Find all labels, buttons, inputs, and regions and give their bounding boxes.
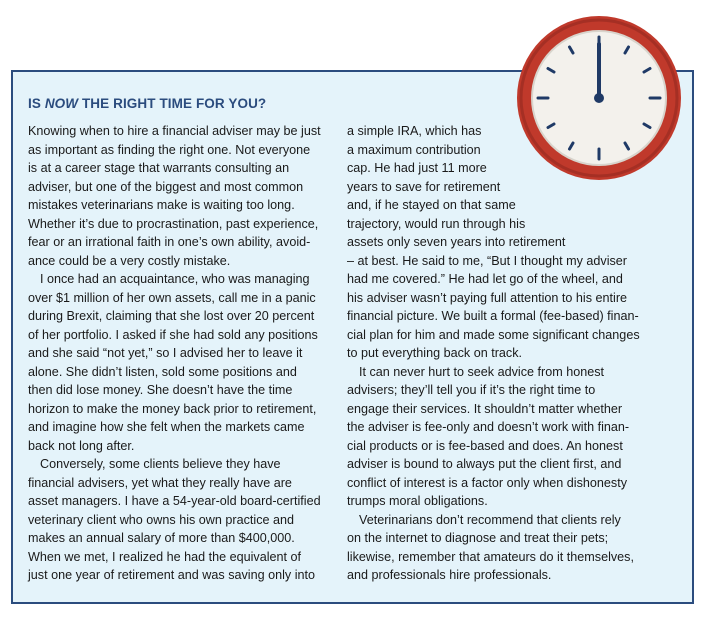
paragraph: It can never hurt to seek advice from honest advisers; they’ll tell you if it’s the right time to engage their services. It shouldn’t matter whether the adviser is fee-only and doesn’t work with finan- cial products or is fee-based and does. An honest adviser is bound to always put the client first, and conflict of interest is a factor only when dishonesty trumps moral obligations. — [347, 364, 630, 508]
paragraph: a simple IRA, which has a maximum contribution cap. He had just 11 more years to save for retirement and, if he stayed on that same trajectory, would run through his assets only seven years into retirement – at best. He said to me, “But I thought my adviser had me covered.” He had let go of the wheel, and his adviser wasn’t paying full attention to his entire financial picture. We built a formal (fee-based) finan- cial plan for him and made some significant changes to put everything back on track. — [347, 124, 640, 360]
sidebar-title — [28, 96, 266, 111]
title-prefix: IS — [28, 96, 45, 111]
paragraph: Conversely, some clients believe they have financial advisers, yet what they really have are asset managers. I have a 54-year-old board-certified veterinary client who owns his own practice and makes an annual salary of more than $400,000. When we met, I realized he had the equivalent of just one year of retirement and was saving only into — [28, 457, 321, 582]
title-suffix: THE RIGHT TIME FOR YOU? — [78, 96, 267, 111]
clock-center-pin — [594, 93, 604, 103]
paragraph: Knowing when to hire a financial adviser may be just as important as finding the right one. Not everyone is at a career stage that warrants consulting an adviser, but one of the biggest and most common mistakes veterinarians make is waiting too long. Whether it’s due to procrastination, past experience, fear or an irrational faith in one’s own ability, avoid- ance could be a very costly mistake. — [28, 124, 321, 268]
clock-icon — [515, 14, 683, 182]
title-emphasis: NOW — [44, 96, 79, 111]
paragraph: Veterinarians don’t recommend that clients rely on the internet to diagnose and treat their pets; likewise, remember that amateurs do it themselves, and professionals hire professionals. — [347, 512, 634, 582]
left-column — [28, 122, 348, 585]
paragraph: I once had an acquaintance, who was managing over $1 million of her own assets, call me in a panic during Brexit, claiming that she lost over 20 percent of her portfolio. I asked if she had sold any positions and she said “not yet,” so I advised her to leave it alone. She didn’t listen, sold some positions and then did lose money. She doesn’t have the time horizon to make the money back prior to retirement, and imagine how she felt when the markets came back not long after. — [28, 272, 318, 453]
right-column — [347, 122, 682, 585]
